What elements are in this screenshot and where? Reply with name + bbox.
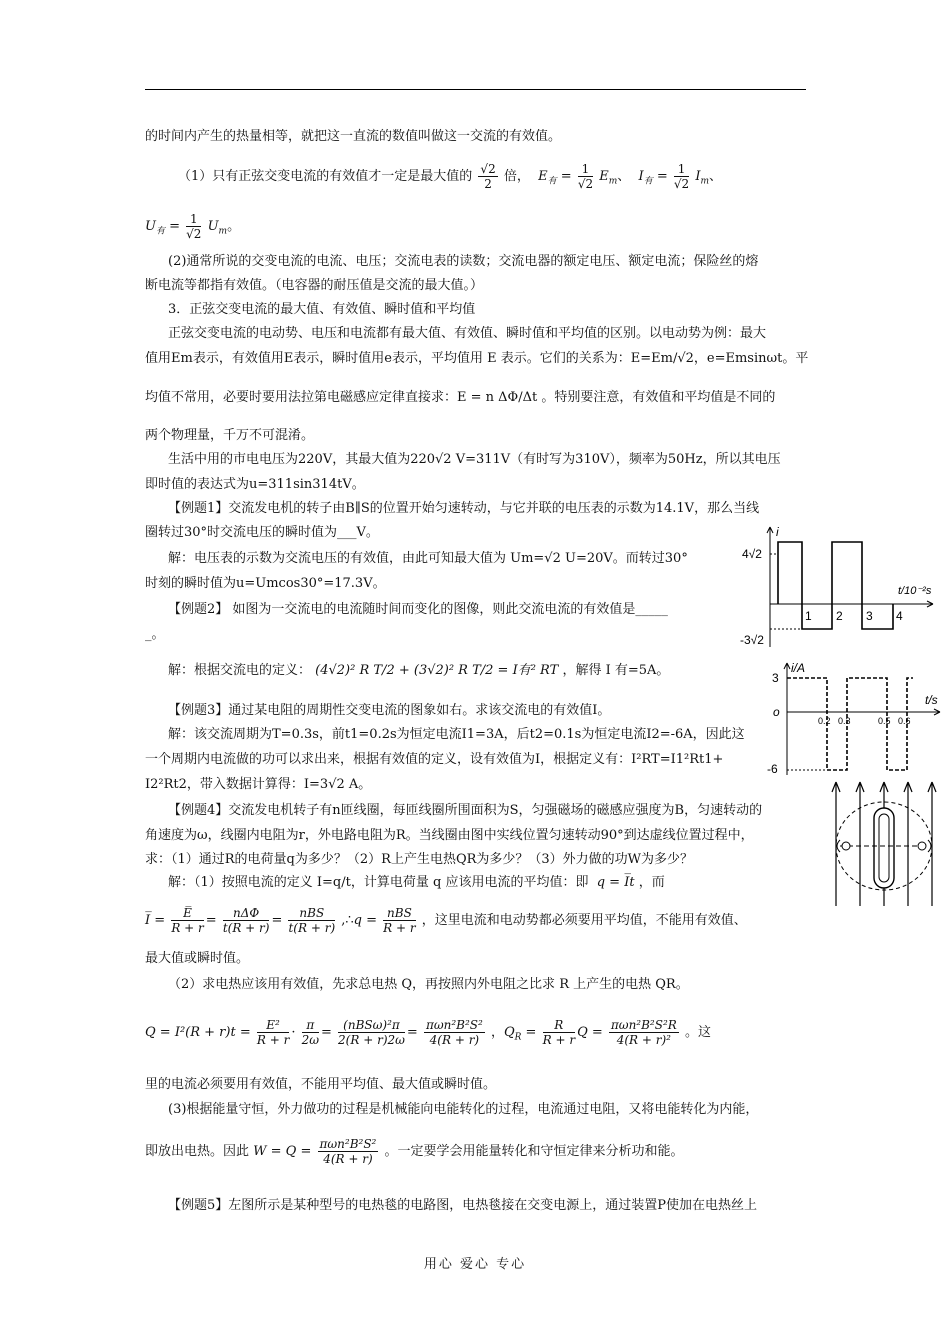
text-line: 【例题2】 如图为一交流电的电流随时间而变化的图像，则此交流电流的有效值是_____ (168, 602, 668, 617)
periodic-current-figure (765, 660, 945, 780)
coil-solid (874, 808, 894, 888)
text-line: 【例题1】交流发电机的转子由B∥S的位置开始匀速转动，与它并联的电压表的示数为14.1V，那么当线 (168, 501, 760, 516)
y-tick: 3 (772, 671, 779, 685)
text-span: 倍， (503, 169, 530, 184)
text-line (168, 662, 669, 680)
formula: I̅ = $\frac{E̅}{R + r}$ = $\frac{\text{nΔΦ}}{t(R + r)}$ = $\frac{\text{nBS}}{t(R + r)}$ ,∴q = $\frac{\text{nBS}}{R + r}$ ，这里电流和电动势都必须要用平均值，不能用有效值、 (145, 906, 747, 935)
text-line: 最大值或瞬时值。 (145, 951, 250, 966)
text-span: ，解得 I 有=5A。 (562, 663, 670, 678)
x-axis-label: t/s (925, 693, 938, 707)
text-line: 时刻的瞬时值为u=Umcos30°=17.3V。 (145, 576, 386, 591)
x-tick: 3 (866, 609, 873, 623)
header-rule (145, 89, 806, 90)
rotating-coil-figure (826, 778, 946, 908)
text-line: 断电流等都指有效值。（电容器的耐压值是交流的最大值。） (145, 278, 484, 293)
text-line: _。 (145, 627, 165, 642)
text-line: 圈转过30°时交流电压的瞬时值为___V。 (145, 525, 379, 540)
x-axis-label: t/10⁻²s (898, 585, 932, 597)
text-span: ，这里电流和电动势都必须要用平均值，不能用有效值、 (421, 913, 747, 928)
text-line: （1）只有正弦交变电流的有效值才一定是最大值的 $\frac{√2}{2}$ 倍， $E_有$ = $\frac{1}{√2}$ $E_m$、 $I_有$ = $\frac{1}{√2}$ $I_m$、 (178, 162, 723, 191)
text-line: 即放出电热。因此 W = Q = $\frac{\text{πωn²B²S²}}{4(R + r)}$ 。一定要学会用能量转化和守恒定律来分析功和能。 (145, 1137, 684, 1166)
text-span: （1）只有正弦交变电流的有效值才一定是最大值的 (178, 169, 473, 184)
origin-label: o (773, 705, 780, 719)
formula: Q = I²(R + r)t = $\frac{\text{E²}}{R + r}$ · $\frac{\pi}{2\omega}$ = $\frac{\text{(nBSω)²π}}{2(R + r)2\omega}$ = $\frac{\text{πωn²B²S²}}{4(R + r)}$ ，$Q_R$ = $\frac{R}{R + r}$ Q = $\frac{\text{πωn²B²S²R}}{\text{4(R + r)²}}$ 。这 (145, 1018, 711, 1047)
text-line: 解：电压表的示数为交流电压的有效值，由此可知最大值为 Um=√2 U=20V。而转过30° (168, 551, 688, 566)
x-tick: 1 (805, 609, 812, 623)
text-span: 解：（1）按照电流的定义 I=q/t，计算电荷量 q 应该用电流的平均值：即 (168, 875, 589, 890)
text-line: 的时间内产生的热量相等，就把这一直流的数值叫做这一交流的有效值。 (145, 129, 562, 144)
formula: (4√2)² R T/2 + (3√2)² R T/2 = I有² RT (315, 663, 559, 678)
text-line: 解：（1）按照电流的定义 I=q/t，计算电荷量 q 应该用电流的平均值：即 q = I̅t ，而 (168, 875, 665, 890)
section-heading: 3．正弦交变电流的最大值、有效值、瞬时值和平均值 (168, 302, 476, 317)
text-line: 【例题5】左图所示是某种型号的电热毯的电路图，电热毯接在交变电源上，通过装置P使加在电热丝上 (168, 1198, 758, 1213)
y-tick-bottom: -3√2 (740, 633, 764, 647)
page-footer: 用心 爱心 专心 (423, 1257, 527, 1272)
y-axis-label: i (776, 525, 779, 539)
y-axis-label: i/A (791, 661, 806, 675)
current-square-wave-figure (738, 522, 938, 652)
text-line: 两个物理量，千万不可混淆。 (145, 428, 315, 443)
text-line: （2）求电热应该用有效值，先求总电热 Q，再按照内外电阻之比求 R 上产生的电热 QR。 (168, 977, 689, 992)
x-tick: 0.6 (898, 716, 911, 726)
text-span: 即放出电热。因此 (145, 1144, 250, 1159)
text-line: 值用Em表示，有效值用E表示，瞬时值用e表示，平均值用 E 表示。它们的关系为：E=Em/√2，e=Emsinωt。平 (145, 351, 809, 366)
text-line: 里的电流必须要用有效值，不能用平均值、最大值或瞬时值。 (145, 1077, 497, 1092)
formula: $\frac{√2}{2}$ (480, 162, 496, 191)
x-tick: 0.2 (818, 716, 831, 726)
text-span: ，而 (638, 875, 665, 890)
y-tick-top: 4√2 (742, 547, 762, 561)
text-line: 【例题4】交流发电机转子有n匝线圈，每匝线圈所围面积为S，匀强磁场的磁感应强度为B，匀速转动的 (168, 803, 763, 818)
x-tick: 4 (896, 609, 903, 623)
text-line: (2)通常所说的交变电流的电流、电压；交流电表的读数；交流电器的额定电压、额定电流；保险丝的熔 (168, 254, 759, 269)
text-line: (3)根据能量守恒，外力做功的过程是机械能向电能转化的过程，电流通过电阻，又将电能转化为内能， (168, 1102, 759, 1117)
text-line: 均值不常用，必要时要用法拉第电磁感应定律直接求：E = n ΔΦ/Δt 。特别要注意，有效值和平均值是不同的 (145, 390, 776, 405)
x-tick: 2 (836, 609, 843, 623)
text-line: 解：该交流周期为T=0.3s，前t1=0.2s为恒定电流I1=3A，后t2=0.1s为恒定电流I2=-6A，因此这 (168, 727, 745, 742)
text-span: 。这 (684, 1025, 711, 1040)
text-line: 角速度为ω，线圈内电阻为r，外电路电阻为R。当线圈由图中实线位置匀速转动90°到达虚线位置过程中， (145, 828, 754, 843)
text-span: 。一定要学会用能量转化和守恒定律来分析功和能。 (384, 1144, 684, 1159)
text-line: 一个周期内电流做的功可以求出来，根据有效值的定义，设有效值为I，根据定义有：I²RT=I1²Rt1+ (145, 752, 724, 767)
text-line: 【例题3】通过某电阻的周期性交变电流的图象如右。求该交流电的有效值I。 (168, 703, 611, 718)
text-span: 解：根据交流电的定义： (168, 663, 312, 678)
text-line: 即时值的表达式为u=311sin314tV。 (145, 477, 365, 492)
x-tick: 0.5 (878, 716, 891, 726)
y-tick: -6 (767, 762, 778, 776)
text-line: I2²Rt2，带入数据计算得：I=3√2 A。 (145, 777, 372, 792)
text-line: 生活中用的市电电压为220V，其最大值为220√2 V=311V（有时写为310V），频率为50Hz，所以其电压 (168, 452, 781, 467)
formula: $U_有$ = $\frac{1}{√2}$ $U_m$。 (145, 212, 241, 241)
text-line: 正弦交变电流的电动势、电压和电流都有最大值、有效值、瞬时值和平均值的区别。以电动势为例：最大 (168, 326, 767, 341)
x-tick: 0.3 (838, 716, 851, 726)
text-line: 求：（1）通过R的电荷量q为多少？（2）R上产生电热QR为多少？（3）外力做的功W为多少？ (145, 852, 694, 867)
